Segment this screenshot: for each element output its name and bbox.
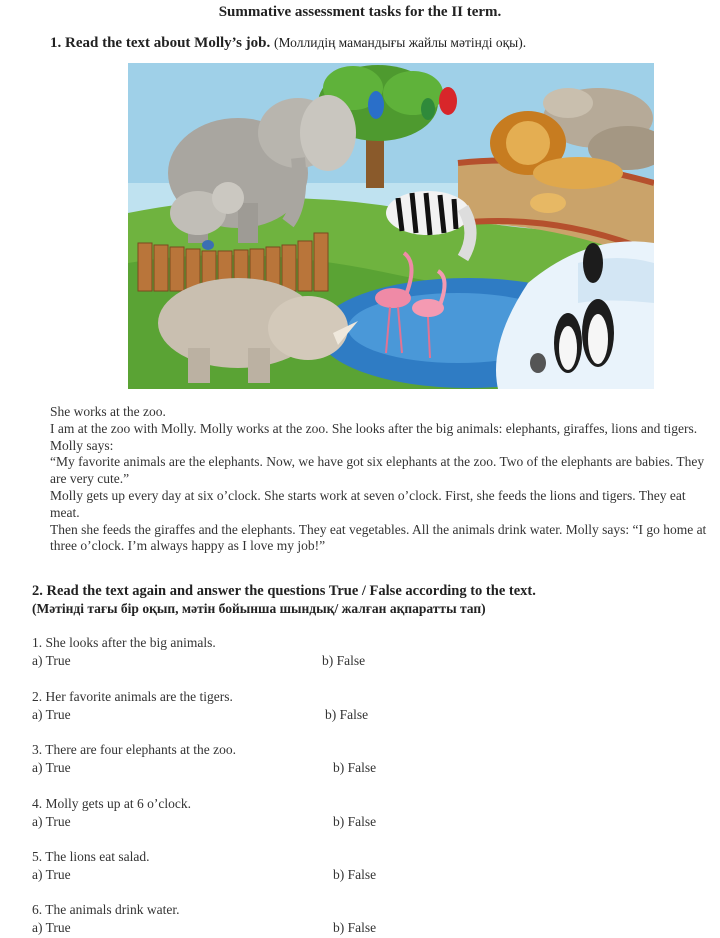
option-true[interactable]: a) True <box>32 813 71 829</box>
option-true[interactable]: a) True <box>32 759 71 775</box>
option-false[interactable]: b) False <box>333 759 377 775</box>
option-false[interactable]: b) False <box>325 706 369 722</box>
question-text: 2. Her favorite animals are the tigers. <box>32 689 233 704</box>
reading-paragraph: Then she feeds the giraffes and the elephants. They eat vegetables. All the animals drink water. Molly says: “I go home at three o’clock. I’m always happy as I love my job!” <box>50 521 707 554</box>
option-false[interactable]: b) False <box>322 652 366 668</box>
task1-label: 1. Read the text about Molly’s job. <box>50 35 271 51</box>
question-text: 3. There are four elephants at the zoo. <box>32 742 237 757</box>
question-item <box>32 688 712 722</box>
question-text: 1. She looks after the big animals. <box>32 635 216 650</box>
reading-paragraph: “My favorite animals are the elephants. Now, we have got six elephants at the zoo. Two of the elephants are babies. They are very cute.” <box>50 454 705 487</box>
task1-translation: (Моллидің мамандығы жайлы мәтінді оқы). <box>274 35 527 50</box>
option-false[interactable]: b) False <box>333 919 377 935</box>
page-title: Summative assessment tasks for the II term. <box>218 4 502 20</box>
option-false[interactable]: b) False <box>333 813 377 829</box>
question-item <box>32 634 712 668</box>
reading-paragraph: Molly gets up every day at six o’clock. She starts work at seven o’clock. First, she feeds the lions and tigers. They eat meat. <box>50 487 686 520</box>
task2-heading <box>32 582 712 618</box>
question-text: 5. The lions eat salad. <box>32 849 150 864</box>
zoo-illustration <box>128 63 654 389</box>
reading-text <box>50 404 718 555</box>
task2-translation: (Мәтінді тағы бір оқып, мәтін бойынша шындық/ жалған ақпаратты тап) <box>32 601 486 616</box>
question-text: 6. The animals drink water. <box>32 902 180 917</box>
option-true[interactable]: a) True <box>32 866 71 882</box>
task1-heading <box>50 35 526 52</box>
question-item <box>32 848 712 882</box>
reading-paragraph: I am at the zoo with Molly. Molly works at the zoo. She looks after the big animals: elephants, giraffes, lions and tigers. Molly says: <box>50 420 698 453</box>
reading-paragraph: She works at the zoo. <box>50 404 166 419</box>
question-item <box>32 795 712 829</box>
option-true[interactable]: a) True <box>32 652 71 668</box>
question-item <box>32 901 712 935</box>
option-true[interactable]: a) True <box>32 706 71 722</box>
question-text: 4. Molly gets up at 6 o’clock. <box>32 796 191 811</box>
option-true[interactable]: a) True <box>32 919 71 935</box>
task2-instruction: 2. Read the text again and answer the questions True / False according to the text. <box>32 583 536 599</box>
question-item <box>32 741 712 775</box>
option-false[interactable]: b) False <box>333 866 377 882</box>
